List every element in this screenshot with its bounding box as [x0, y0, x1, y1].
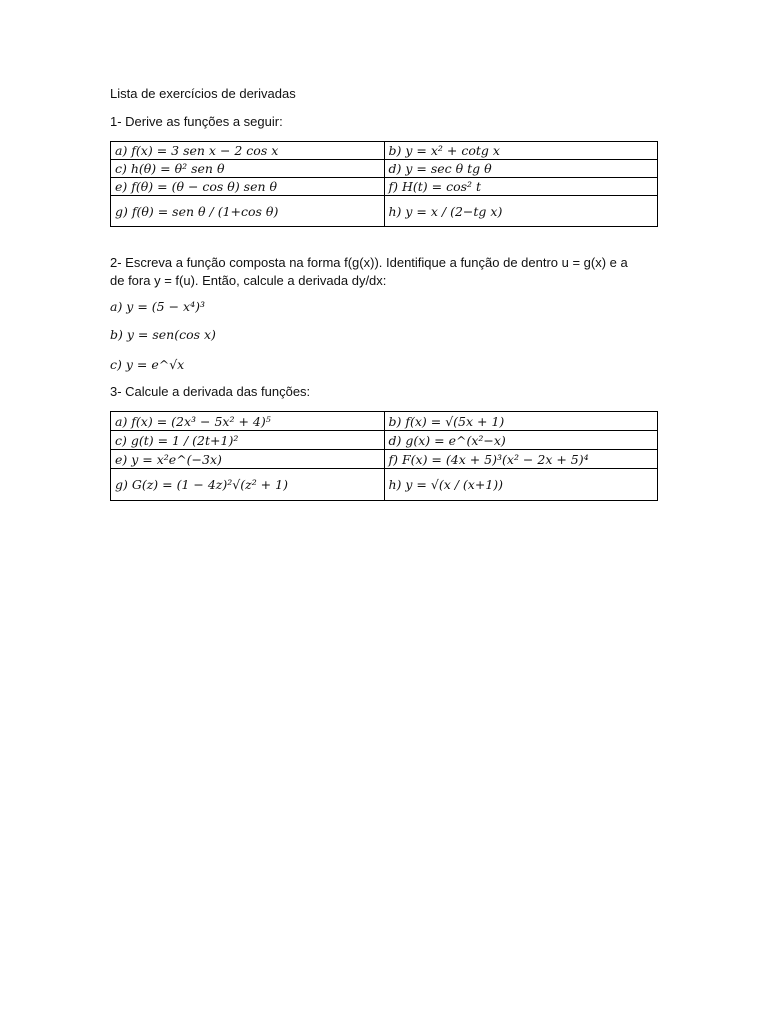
exercise-3a: a) f(x) = (2x³ − 5x² + 4)⁵: [111, 412, 385, 431]
exercise-3h: h) y = √(x / (x+1)): [384, 469, 658, 501]
exercise-3e: e) y = x²e^(−3x): [111, 450, 385, 469]
exercise-3f: f) F(x) = (4x + 5)³(x² − 2x + 5)⁴: [384, 450, 658, 469]
table-row: [111, 160, 658, 178]
exercise-2b: b) y = sen(cos x): [110, 327, 216, 342]
exercise-1b: b) y = x² + cotg x: [384, 142, 658, 160]
section1-table: [110, 141, 658, 227]
document-title: Lista de exercícios de derivadas: [110, 86, 296, 101]
section2-heading: [110, 254, 628, 290]
exercise-1a: a) f(x) = 3 sen x − 2 cos x: [111, 142, 385, 160]
table-row: [111, 469, 658, 501]
table-row: [111, 431, 658, 450]
exercise-1f: f) H(t) = cos² t: [384, 178, 658, 196]
exercise-3b: b) f(x) = √(5x + 1): [384, 412, 658, 431]
exercise-2a: a) y = (5 − x⁴)³: [110, 299, 205, 314]
exercise-1h: h) y = x / (2−tg x): [384, 196, 658, 227]
exercise-1c: c) h(θ) = θ² sen θ: [111, 160, 385, 178]
exercise-2c: c) y = e^√x: [110, 357, 185, 372]
exercise-1e: e) f(θ) = (θ − cos θ) sen θ: [111, 178, 385, 196]
section2-heading-line1: 2- Escreva a função composta na forma f(g(x)). Identifique a função de dentro u = g(x) e a: [110, 255, 628, 270]
section1-heading: 1- Derive as funções a seguir:: [110, 114, 283, 129]
table-row: [111, 196, 658, 227]
exercise-1g: g) f(θ) = sen θ / (1+cos θ): [111, 196, 385, 227]
table-row: [111, 412, 658, 431]
section3-table: [110, 411, 658, 501]
exercise-3c: c) g(t) = 1 / (2t+1)²: [111, 431, 385, 450]
table-row: [111, 178, 658, 196]
exercise-3g: g) G(z) = (1 − 4z)²√(z² + 1): [111, 469, 385, 501]
section2-heading-line2: de fora y = f(u). Então, calcule a derivada dy/dx:: [110, 273, 387, 288]
table-row: [111, 450, 658, 469]
table-row: [111, 142, 658, 160]
section3-heading: 3- Calcule a derivada das funções:: [110, 384, 311, 399]
exercise-3d: d) g(x) = e^(x²−x): [384, 431, 658, 450]
exercise-1d: d) y = sec θ tg θ: [384, 160, 658, 178]
